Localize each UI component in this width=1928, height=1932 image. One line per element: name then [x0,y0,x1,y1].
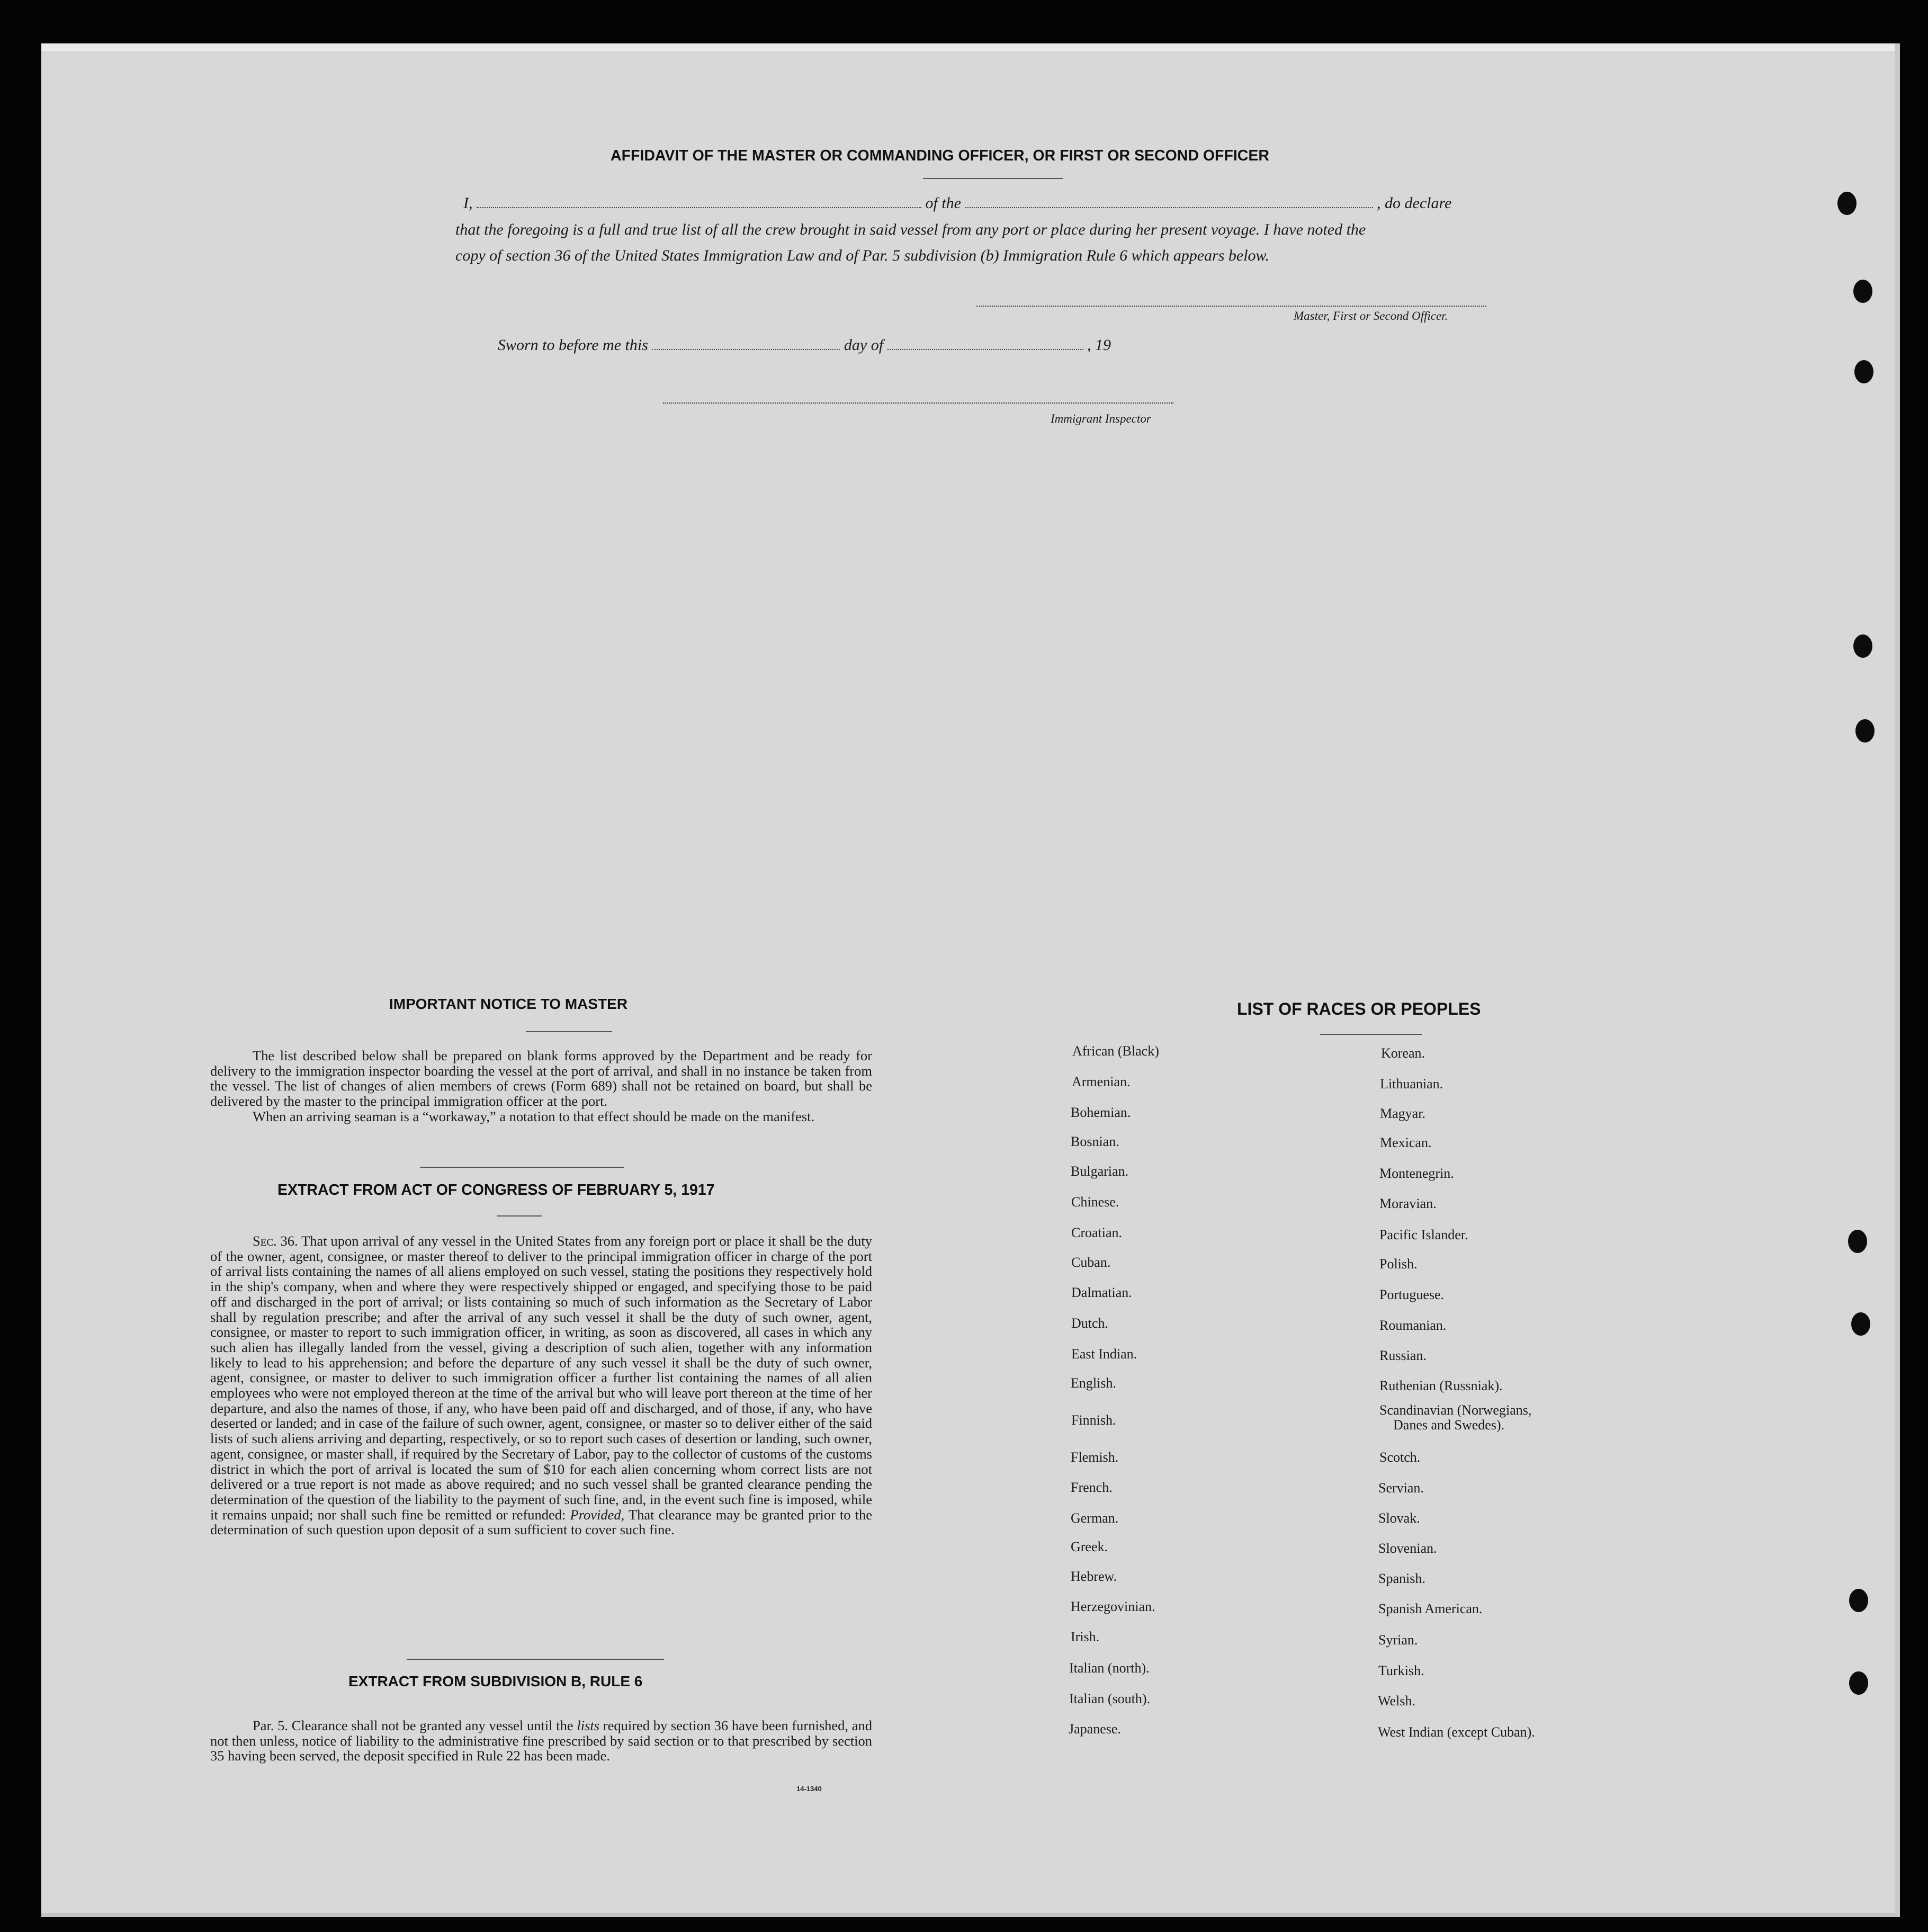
races-title: LIST OF RACES OR PEOPLES [1237,999,1481,1018]
race-left-item: Bosnian. [1071,1134,1119,1149]
race-left-item: African (Black) [1072,1043,1159,1059]
act-underline [497,1215,542,1217]
notice-body [210,1048,872,1124]
race-left-item: Bohemian. [1071,1105,1131,1120]
act-body [210,1233,872,1537]
vessel-blank[interactable] [965,207,1373,208]
race-left-item: Flemish. [1071,1450,1119,1465]
rule-title: EXTRACT FROM SUBDIVISION B, RULE 6 [348,1673,643,1689]
race-left-item: French. [1071,1480,1113,1495]
race-right-item: Mexican. [1380,1135,1432,1150]
race-right-item: Polish. [1379,1256,1418,1272]
act-body-end: That clearance may be granted prior to the determination of such question upon deposit of a sum sufficient to cover such fine. [210,1506,872,1538]
race-right-item: Magyar. [1380,1106,1425,1121]
race-left-item: Hebrew. [1071,1569,1117,1584]
sworn-line [498,336,1111,354]
rule-body [210,1718,872,1764]
race-left-item: Irish. [1071,1629,1100,1644]
month-blank[interactable] [887,348,1083,350]
binder-hole [1837,192,1857,215]
sworn-day-blank[interactable] [652,348,840,350]
act-title: EXTRACT FROM ACT OF CONGRESS OF FEBRUARY 5, 1917 [277,1182,715,1198]
binder-hole [1851,1312,1870,1336]
of-the-label: of the [925,194,961,212]
race-right-item: West Indian (except Cuban). [1378,1724,1535,1740]
races-underline [1320,1034,1422,1035]
do-declare-label: , do declare [1377,194,1452,212]
act-provided: Provided, [570,1506,625,1523]
race-right-item: Korean. [1381,1045,1425,1061]
race-right-item: Scandinavian (Norwegians, [1379,1402,1532,1418]
affidavit-line3: copy of section 36 of the United States Immigration Law and of Par. 5 subdivision (b) Immigration Rule 6 which appears below. [455,247,1269,264]
title-underline [923,178,1063,179]
form-number: 14-1340 [796,1785,822,1793]
rule-top-rule [407,1659,664,1660]
race-left-item: Bulgarian. [1071,1164,1129,1179]
affidavit-title: AFFIDAVIT OF THE MASTER OR COMMANDING OFFICER, OR FIRST OR SECOND OFFICER [611,147,1269,164]
rule-text-start: Par. 5. Clearance shall not be granted any vessel until the [253,1718,573,1733]
race-left-item: Greek. [1071,1539,1108,1554]
race-right-item: Roumanian. [1379,1318,1447,1333]
race-right-item: Servian. [1378,1480,1424,1496]
master-signature-label: Master, First or Second Officer. [1294,309,1448,323]
race-right-item: Scotch. [1379,1450,1421,1465]
race-right-item: Portuguese. [1379,1287,1445,1302]
act-top-rule [420,1167,624,1168]
notice-rule [526,1031,612,1032]
race-left-item: Chinese. [1071,1194,1119,1210]
race-right-item: Lithuanian. [1380,1076,1443,1092]
race-right-item: Turkish. [1378,1663,1424,1678]
race-right-item: Spanish. [1378,1571,1425,1586]
race-left-item: Dutch. [1071,1316,1109,1331]
rule-lists-word: lists [577,1718,600,1733]
binder-hole [1854,360,1873,383]
act-sec-label: Sec. 36. [253,1233,298,1249]
sworn-label: Sworn to before me this [498,336,648,354]
inspector-label: Immigrant Inspector [1051,412,1151,425]
race-left-item: Croatian. [1071,1225,1123,1240]
binder-hole [1848,1230,1867,1253]
notice-para2: When an arriving seaman is a “workaway,” a notation to that effect should be made on the manifest. [253,1108,815,1124]
form-page [41,43,1900,1917]
act-body-text: That upon arrival of any vessel in the United States from any foreign port or place it shall be the duty of the owner, agent, consignee, or master thereof to deliver to the principal immigration officer in charge of the port of arrival lists containing the names of all aliens employed on such vessel, stating the positions they respectively hold in the ship's company, when and where they were respectively shipped or engaged, and specifying those to be paid off and discharged in the port of arrival; or lists containing so much of such information as the Secretary of Labor shall by regulation prescribe; and after the arrival of any such vessel it shall be the duty of such owner, agent, consignee, or master to report to such immigration officer, in writing, as soon as discovered, all cases in which any such alien has illegally landed from the vessel, giving a description of such alien, together with any information likely to lead to his apprehension; and before the departure of any such vessel it shall be the duty of such owner, agent, consignee, or master to deliver to such immigration officer a further list containing the names of all alien employees who were not employed thereon at the time of the arrival but who will leave port thereon at the time of her departure, and also the names of those, if any, who have been paid off and discharged, and of those, if any, who have deserted or landed; and in case of the failure of such owner, agent, consignee, or master so to deliver either of the said lists of such aliens arriving and departing, respectively, or so to report such cases of desertion or landing, such owner, agent, consignee, or master shall, if required by the Secretary of Labor, pay to the collector of customs of the customs district in which the port of arrival is located the sum of $10 for each alien concerning whom correct lists are not delivered or a true report is not made as above required; and no such vessel shall be granted clearance pending the determination of the question of the liability to the payment of such fine, and, in the event such fine is imposed, while it remains unpaid; nor shall such fine be remitted or refunded: [210,1233,873,1523]
race-right-item: Spanish American. [1378,1601,1483,1616]
race-right-item: Ruthenian (Russniak). [1379,1378,1503,1393]
binder-hole [1855,719,1875,743]
binder-hole [1849,1671,1868,1695]
i-label: I, [463,194,473,212]
notice-title: IMPORTANT NOTICE TO MASTER [389,996,628,1012]
race-left-item: Finnish. [1071,1412,1116,1428]
race-right-item: Welsh. [1378,1693,1415,1709]
race-right-item: Slovenian. [1378,1541,1437,1556]
affidavit-line1 [463,194,1546,216]
race-right-item: Russian. [1379,1348,1427,1363]
master-signature-line[interactable] [976,306,1486,307]
inspector-signature-line[interactable] [663,402,1173,404]
rule-text-end: required by section 36 have been furnished, and not then unless, notice of liability to the administrative fine prescribed by said section or to that prescribed by section 35 having been served, the deposit specified in Rule 22 has been made. [210,1718,872,1764]
binder-hole [1849,1589,1868,1612]
race-right-item: Slovak. [1378,1510,1420,1526]
race-left-item: East Indian. [1071,1346,1137,1362]
race-left-item: Armenian. [1072,1074,1131,1089]
name-blank[interactable] [477,207,921,208]
race-left-item: Italian (north). [1069,1660,1150,1676]
race-left-item: Japanese. [1069,1721,1121,1737]
binder-hole [1853,280,1872,303]
race-left-item: English. [1071,1375,1116,1391]
race-right-item: Danes and Swedes). [1393,1417,1505,1433]
race-right-item: Moravian. [1379,1196,1437,1211]
race-left-item: Italian (south). [1069,1691,1151,1706]
race-left-item: German. [1071,1510,1119,1526]
year-label: , 19 [1087,336,1111,354]
race-left-item: Cuban. [1071,1255,1111,1270]
day-of-label: day of [844,336,884,354]
binder-hole [1853,634,1872,658]
race-left-item: Dalmatian. [1071,1285,1132,1300]
race-right-item: Montenegrin. [1379,1166,1454,1181]
race-right-item: Syrian. [1378,1632,1418,1648]
affidavit-line2: that the foregoing is a full and true list of all the crew brought in said vessel from any port or place during her present voyage. I have noted the [455,221,1366,238]
race-left-item: Herzegovinian. [1071,1599,1155,1614]
notice-para1: The list described below shall be prepared on blank forms approved by the Department and be ready for delivery to the immigration inspector boarding the vessel at the port of arrival, and shall in no instance be taken from the vessel. The list of changes of alien members of crews (Form 689) shall not be retained on board, but shall be delivered by the master to the principal immigration officer at the port. [210,1048,872,1110]
race-right-item: Pacific Islander. [1379,1227,1468,1242]
